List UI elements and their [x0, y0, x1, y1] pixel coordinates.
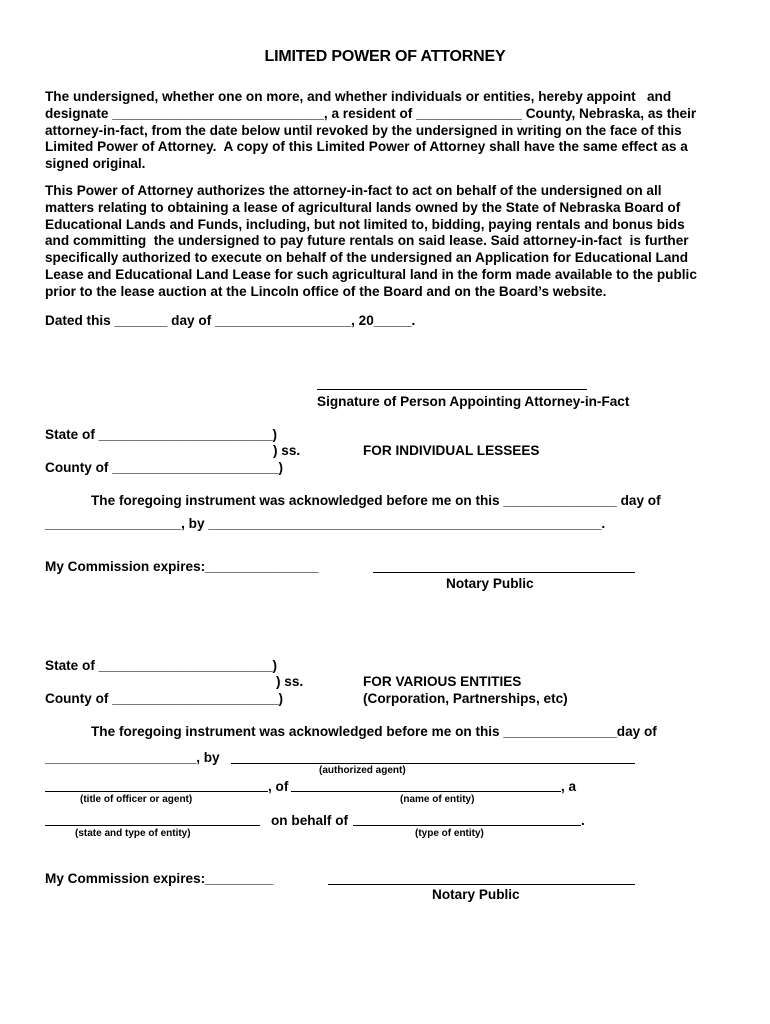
commission-expires-line[interactable]: My Commission expires:_______________ [45, 559, 319, 574]
state-type-caption: (state and type of entity) [75, 828, 191, 839]
acknowledged-by-prefix: ____________________, by [45, 750, 220, 765]
dated-line[interactable]: Dated this _______ day of __________________, 20_____. [45, 313, 416, 328]
paragraph-line: specifically authorized to execute on behalf of the undersigned an Application for Educational Land [45, 250, 689, 266]
paragraph-line: The undersigned, whether one on more, and whether individuals or entities, hereby appoint and [45, 89, 672, 104]
paragraph-line: attorney-in-fact, from the date below until revoked by the undersigned in writing on the face of this [45, 122, 682, 138]
notary-public-caption: Notary Public [446, 576, 534, 591]
a-text: , a [561, 779, 577, 794]
individual-lessees-heading: FOR INDIVIDUAL LESSEES [363, 443, 540, 458]
paragraph-line: designate ____________________________, a resident of ______________ County, Nebraska, as their [45, 105, 697, 121]
paragraph-line: Educational Lands and Funds, including, but not limited to, bidding, paying rentals and bonus bids [45, 216, 685, 232]
entity-name-line[interactable] [291, 791, 561, 792]
entity-type-line[interactable] [353, 825, 581, 826]
paragraph-line: Lease and Educational Land Lease for such agricultural land in the form made available to the public [45, 266, 697, 282]
paragraph-line: Limited Power of Attorney. A copy of this Limited Power of Attorney shall have the same effect as a [45, 139, 688, 155]
notary-signature-line[interactable] [328, 884, 635, 885]
authorized-agent-line[interactable] [231, 763, 635, 764]
document-title: LIMITED POWER OF ATTORNEY [264, 48, 506, 65]
county-of-line[interactable]: County of ______________________) [45, 691, 284, 706]
entity-name-caption: (name of entity) [400, 794, 475, 805]
ss-mark: ) ss. [273, 443, 301, 458]
officer-title-line[interactable] [45, 791, 268, 792]
entities-subheading: (Corporation, Partnerships, etc) [363, 691, 568, 706]
appointment-paragraph [45, 89, 735, 173]
period-text: . [581, 813, 585, 828]
paragraph-line: This Power of Attorney authorizes the attorney-in-fact to act on behalf of the undersigned on all [45, 183, 662, 198]
entity-type-caption: (type of entity) [415, 828, 484, 839]
state-of-line[interactable]: State of _______________________) [45, 658, 278, 673]
on-behalf-text: on behalf of [271, 813, 349, 828]
state-type-line[interactable] [45, 825, 260, 826]
authorization-paragraph [45, 183, 735, 301]
acknowledgement-line[interactable]: The foregoing instrument was acknowledged before me on this _______________ day of [91, 493, 661, 508]
notary-public-caption: Notary Public [432, 887, 520, 902]
authorized-agent-caption: (authorized agent) [319, 765, 406, 776]
signature-line[interactable] [317, 389, 587, 390]
county-of-line[interactable]: County of ______________________) [45, 460, 284, 475]
acknowledged-by-line[interactable]: __________________, by ____________________________________________________. [45, 516, 606, 531]
paragraph-line: prior to the lease auction at the Lincoln office of the Board and on the Board’s website. [45, 283, 607, 299]
state-of-line[interactable]: State of _______________________) [45, 427, 278, 442]
paragraph-line: matters relating to obtaining a lease of agricultural lands owned by the State of Nebraska Board of [45, 199, 681, 215]
acknowledgement-line[interactable]: The foregoing instrument was acknowledged before me on this _______________day of [91, 724, 657, 739]
officer-title-caption: (title of officer or agent) [80, 794, 193, 805]
notary-signature-line[interactable] [373, 572, 635, 573]
signature-caption: Signature of Person Appointing Attorney-in-Fact [317, 394, 630, 409]
paragraph-line: and committing the undersigned to pay future rentals on said lease. Said attorney-in-fact is further [45, 233, 689, 249]
of-text: , of [268, 779, 289, 794]
commission-expires-line[interactable]: My Commission expires:_________ [45, 871, 274, 886]
ss-mark: ) ss. [276, 674, 304, 689]
various-entities-heading: FOR VARIOUS ENTITIES [363, 674, 522, 689]
paragraph-line: signed original. [45, 156, 146, 172]
